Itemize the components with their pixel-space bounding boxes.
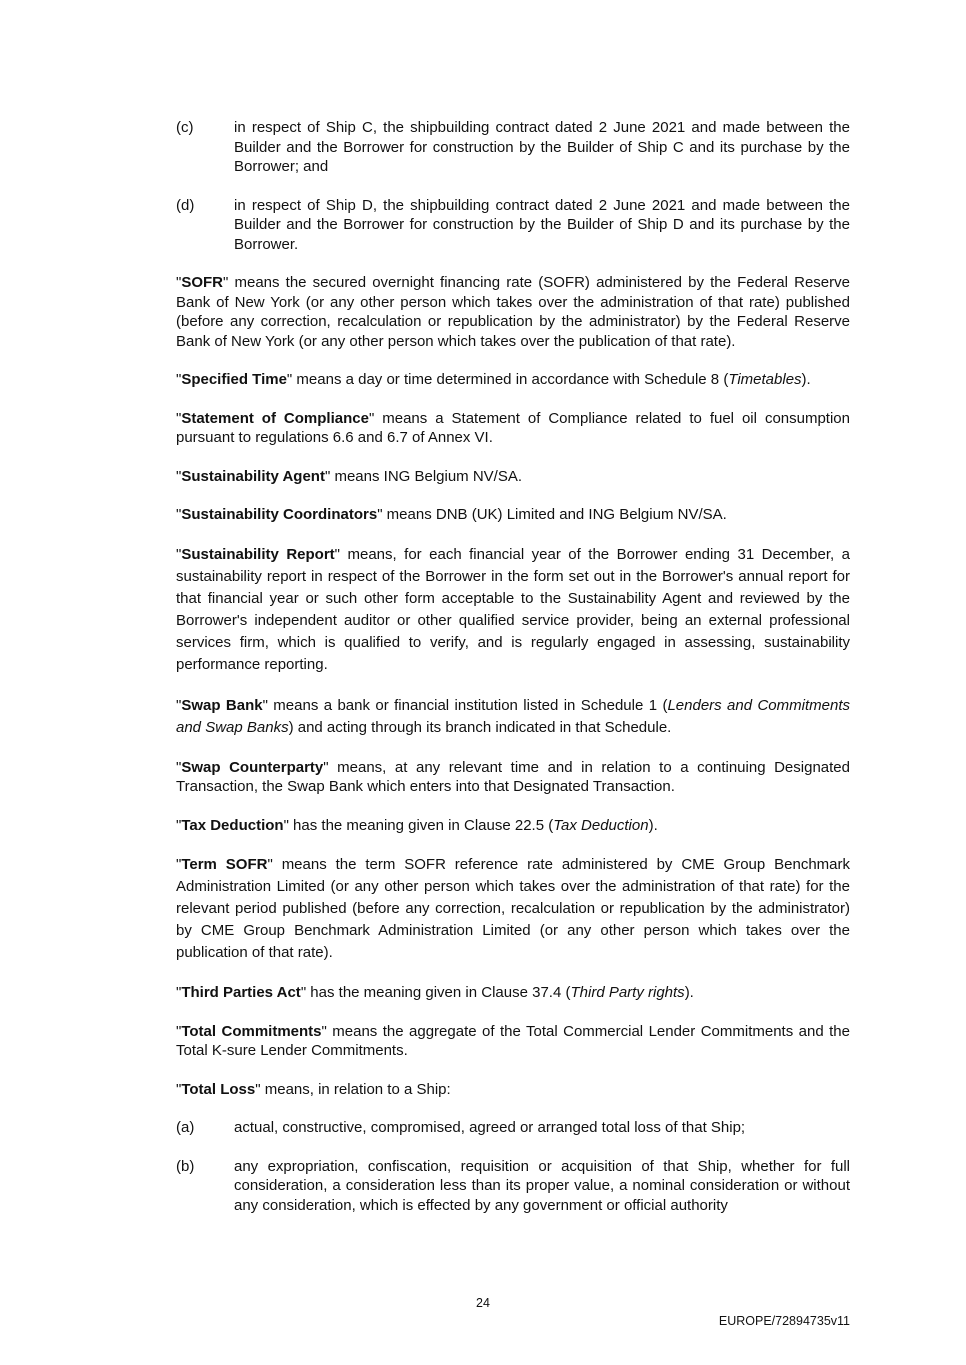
cross-reference: Lenders and Commitments and Swap Banks: [176, 696, 850, 736]
definition-text: has the meaning given in Clause 22.5 (: [288, 816, 554, 834]
defined-term: Specified Time: [181, 371, 287, 388]
defined-term: Third Parties Act: [181, 984, 301, 1001]
list-item-label: (a): [176, 1119, 195, 1136]
definition-swap-counterparty: "Swap Counterparty" means, at any relevant time and in relation to a continuing Designated Transaction, the Swap Bank which enters into that Designated Transaction.: [176, 758, 850, 795]
definition-tax-deduction: "Tax Deduction" has the meaning given in Clause 22.5 (Tax Deduction).: [176, 816, 658, 834]
definition-text: means the term SOFR reference rate administered by CME Group Benchmark Administration Limited (or any other person which takes over the administration of that rate) for the relevant period published (before any correction, recalculation or republication by the administrator) by CME Group Benchmark Administration Limited (or any other person which takes over the publication of that rate).: [176, 856, 850, 961]
definition-text: means ING Belgium NV/SA.: [330, 467, 523, 485]
defined-term: Sustainability Agent: [181, 467, 325, 485]
defined-term: Statement of Compliance: [181, 409, 369, 427]
defined-term: Swap Counterparty: [181, 758, 324, 776]
list-item: [176, 1118, 850, 1138]
cross-reference: Third Party rights: [570, 984, 685, 1001]
definition-sustainability-coordinators: "Sustainability Coordinators" means DNB (UK) Limited and ING Belgium NV/SA.: [176, 506, 727, 523]
cross-reference: Tax Deduction: [553, 816, 649, 834]
definition-total-commitments: "Total Commitments" means the aggregate of the Total Commercial Lender Commitments and the Total K-sure Lender Commitments.: [176, 1022, 850, 1059]
definition-swap-bank: "Swap Bank" means a bank or financial institution listed in Schedule 1 (Lenders and Commitments and Swap Banks) and acting through its branch indicated in that Schedule.: [176, 696, 850, 736]
definition-sofr: "SOFR" means the secured overnight financing rate (SOFR) administered by the Federal Reserve Bank of New York (or any other person which takes over the administration of that rate) published (before any correction, recalculation or republication by the administrator) by the Federal Reserve Bank of New York (or any other person which takes over the publication of that rate).: [176, 274, 850, 350]
definition-statement-of-compliance: "Statement of Compliance" means a Statement of Compliance related to fuel oil consumption pursuant to regulations 6.6 and 6.7 of Annex VI.: [176, 409, 850, 446]
page-body: [176, 118, 850, 1234]
defined-term: Term SOFR: [181, 856, 268, 873]
definition-total-loss: "Total Loss" means, in relation to a Ship:: [176, 1080, 451, 1098]
definition-text: means the secured overnight financing rate (SOFR) administered by the Federal Reserve Bank of New York (or any other person which takes over the administration of that rate) published (before any correction, recalculation or republication by the administrator) by the Federal Reserve Bank of New York (or any other person which takes over the publication of that rate).: [176, 274, 850, 350]
definition-text-end: ).: [684, 984, 694, 1001]
definition-text: means, in relation to a Ship:: [260, 1080, 451, 1098]
definition-text-end: ).: [801, 371, 811, 388]
list-item: [176, 196, 850, 255]
definition-text: means, at any relevant time and in relation to a continuing Designated Transaction, the Swap Bank which enters into that Designated Transaction.: [176, 758, 850, 795]
definition-text: means DNB (UK) Limited and ING Belgium NV/SA.: [382, 506, 727, 523]
document-reference: EUROPE/72894735v11: [718, 1314, 850, 1328]
defined-term: Swap Bank: [181, 696, 263, 714]
definition-specified-time: "Specified Time" means a day or time determined in accordance with Schedule 8 (Timetables).: [176, 371, 811, 388]
list-item-label: (d): [176, 196, 195, 214]
cross-reference: Timetables: [728, 371, 802, 388]
list-item-text: actual, constructive, compromised, agreed or arranged total loss of that Ship;: [234, 1119, 746, 1136]
definition-text: means, for each financial year of the Borrower ending 31 December, a sustainability report in respect of the Borrower in the form set out in the Borrower's annual report for that financial year or such other form acceptable to the Sustainability Agent and reviewed by the Borrower's independent auditor or other qualified service provider, being an external professional services firm, which is qualified to verify, and is regularly engaged in assessing, sustainability performance reporting.: [176, 545, 850, 673]
list-item-label: (b): [176, 1157, 195, 1175]
list-item: [176, 118, 850, 177]
defined-term: Tax Deduction: [181, 816, 284, 834]
list-item-label: (c): [176, 119, 194, 136]
defined-term: Sustainability Coordinators: [181, 506, 378, 523]
list-item-text: in respect of Ship D, the shipbuilding contract dated 2 June 2021 and made between the Builder and the Borrower for construction by the Builder of Ship D and its purchase by the Borrower.: [234, 196, 850, 253]
definition-text: means a Statement of Compliance related to fuel oil consumption pursuant to regulations 6.6 and 6.7 of Annex VI.: [176, 409, 850, 446]
list-item-text: any expropriation, confiscation, requisition or acquisition of that Ship, whether for full consideration, a consideration less than its proper value, a nominal consideration or without any consideration, which is effected by any government or official authority: [234, 1157, 850, 1214]
definition-term-sofr: "Term SOFR" means the term SOFR reference rate administered by CME Group Benchmark Administration Limited (or any other person which takes over the administration of that rate) for the relevant period published (before any correction, recalculation or republication by the administrator) by CME Group Benchmark Administration Limited (or any other person which takes over the publication of that rate).: [176, 856, 850, 961]
defined-term: SOFR: [181, 274, 223, 291]
definition-sustainability-report: "Sustainability Report" means, for each financial year of the Borrower ending 31 December, a sustainability report in respect of the Borrower in the form set out in the Borrower's annual report for that financial year or such other form acceptable to the Sustainability Agent and reviewed by the Borrower's independent auditor or other qualified service provider, being an external professional services firm, which is qualified to verify, and is regularly engaged in assessing, sustainability performance reporting.: [176, 545, 850, 673]
definition-third-parties-act: "Third Parties Act" has the meaning given in Clause 37.4 (Third Party rights).: [176, 984, 694, 1001]
defined-term: Total Loss: [181, 1080, 256, 1098]
definition-sustainability-agent: "Sustainability Agent" means ING Belgium NV/SA.: [176, 467, 523, 485]
defined-term: Total Commitments: [181, 1022, 322, 1040]
definition-text-end: ) and acting through its branch indicated in that Schedule.: [288, 718, 672, 736]
definition-text-end: ).: [648, 816, 658, 834]
list-item: [176, 1157, 850, 1216]
definition-text: means the aggregate of the Total Commercial Lender Commitments and the Total K-sure Lender Commitments.: [176, 1022, 850, 1059]
defined-term: Sustainability Report: [181, 545, 335, 563]
page-number: 24: [476, 1296, 490, 1310]
list-item-text: in respect of Ship C, the shipbuilding contract dated 2 June 2021 and made between the Builder and the Borrower for construction by the Builder of Ship C and its purchase by the Borrower; and: [234, 119, 850, 175]
definition-text: means a bank or financial institution listed in Schedule 1 (: [267, 696, 668, 714]
definition-text: has the meaning given in Clause 37.4 (: [306, 984, 571, 1001]
definition-text: means a day or time determined in accordance with Schedule 8 (: [292, 371, 729, 388]
